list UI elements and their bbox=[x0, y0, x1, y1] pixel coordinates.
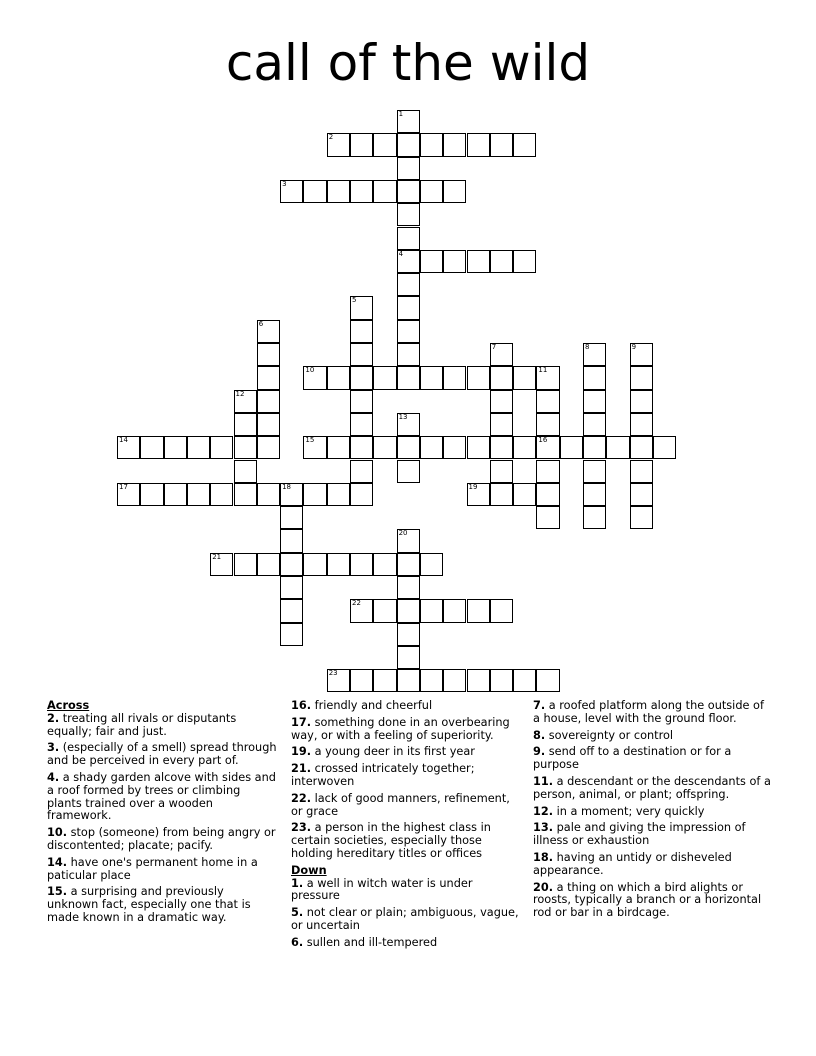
grid-cell[interactable] bbox=[350, 460, 373, 483]
clue-number: 9 bbox=[631, 343, 637, 351]
grid-cell[interactable] bbox=[490, 483, 513, 506]
grid-cell[interactable] bbox=[373, 436, 396, 459]
grid-cell[interactable] bbox=[443, 366, 466, 389]
grid-cell[interactable] bbox=[583, 413, 606, 436]
clue-num: 23. bbox=[291, 821, 312, 835]
clue-number: 14 bbox=[119, 436, 128, 445]
grid-cell[interactable] bbox=[397, 599, 420, 622]
grid-cell[interactable] bbox=[303, 553, 326, 576]
clue-number: 6 bbox=[258, 319, 264, 328]
grid-cell[interactable] bbox=[653, 436, 676, 459]
grid-cell[interactable] bbox=[327, 553, 350, 576]
grid-cell[interactable] bbox=[630, 390, 653, 413]
clue-num: 19. bbox=[291, 745, 312, 759]
clue-num: 9. bbox=[533, 745, 546, 759]
grid-cell[interactable] bbox=[443, 436, 466, 459]
clue-number: 3 bbox=[282, 179, 287, 188]
clue bbox=[533, 852, 773, 878]
grid-cell[interactable] bbox=[373, 669, 396, 692]
grid-cell[interactable] bbox=[280, 599, 303, 622]
grid-cell[interactable] bbox=[536, 483, 559, 506]
grid-cell[interactable] bbox=[536, 390, 559, 413]
grid-cell[interactable] bbox=[513, 483, 536, 506]
clue-text: a surprising and previously unknown fact, especially one that is made known in a dramatic way. bbox=[47, 885, 251, 924]
clue-text: a thing on which a bird alights or roosts, typically a branch or a horizontal rod or bar in a birdcage. bbox=[533, 880, 762, 920]
grid-cell[interactable] bbox=[350, 413, 373, 436]
clue-num: 1. bbox=[291, 876, 304, 890]
grid-cell[interactable] bbox=[490, 460, 513, 483]
clue-text: a descendant or the descendants of a person, animal, or plant; offspring. bbox=[533, 774, 771, 801]
grid-cell[interactable] bbox=[350, 296, 373, 319]
clue-number: 17 bbox=[119, 482, 128, 491]
clue-column-2 bbox=[291, 700, 521, 954]
grid-cell[interactable] bbox=[350, 436, 373, 459]
clue-num: 18. bbox=[533, 850, 554, 864]
clue bbox=[291, 878, 521, 904]
grid-cell[interactable] bbox=[536, 460, 559, 483]
grid-cell[interactable] bbox=[490, 133, 513, 156]
clue-num: 17. bbox=[291, 715, 312, 729]
grid-cell[interactable] bbox=[490, 669, 513, 692]
grid-cell[interactable] bbox=[350, 669, 373, 692]
grid-cell[interactable] bbox=[490, 390, 513, 413]
grid-cell[interactable] bbox=[164, 483, 187, 506]
grid-cell[interactable] bbox=[350, 553, 373, 576]
clue bbox=[533, 822, 773, 848]
clue-number: 19 bbox=[468, 482, 478, 491]
grid-cell[interactable] bbox=[350, 483, 373, 506]
clue-text: sullen and ill-tempered bbox=[306, 935, 438, 949]
grid-cell[interactable] bbox=[397, 576, 420, 599]
grid-cell[interactable] bbox=[630, 413, 653, 436]
clue-text: pale and giving the impression of illness or exhaustion bbox=[533, 821, 746, 848]
clue-num: 3. bbox=[47, 741, 60, 755]
clue-column-1 bbox=[47, 700, 277, 929]
clue-number: 2 bbox=[328, 133, 334, 142]
grid-cell[interactable] bbox=[397, 646, 420, 669]
across-heading: Across bbox=[47, 699, 90, 712]
grid-cell[interactable] bbox=[327, 133, 350, 156]
grid-cell[interactable] bbox=[397, 529, 420, 552]
clue-number: 11 bbox=[538, 366, 548, 375]
clue-number: 7 bbox=[491, 343, 497, 351]
grid-cell[interactable] bbox=[420, 366, 443, 389]
grid-cell[interactable] bbox=[397, 669, 420, 692]
grid-cell[interactable] bbox=[467, 250, 490, 273]
clue-text: friendly and cheerful bbox=[314, 699, 433, 712]
clue-number: 16 bbox=[538, 436, 548, 445]
grid-cell[interactable] bbox=[420, 436, 443, 459]
grid-cell[interactable] bbox=[443, 669, 466, 692]
grid-cell[interactable] bbox=[234, 436, 257, 459]
grid-cell[interactable] bbox=[397, 250, 420, 273]
grid-cell[interactable] bbox=[280, 576, 303, 599]
grid-cell[interactable] bbox=[327, 669, 350, 692]
grid-cell[interactable] bbox=[560, 436, 583, 459]
clue-number: 5 bbox=[352, 296, 357, 305]
grid-cell[interactable] bbox=[397, 366, 420, 389]
grid-cell[interactable] bbox=[397, 553, 420, 576]
clue-text: stop (someone) from being angry or discontented; placate; pacify. bbox=[47, 826, 276, 852]
grid-cell[interactable] bbox=[257, 366, 280, 389]
grid-cell[interactable] bbox=[280, 506, 303, 529]
grid-cell[interactable] bbox=[467, 366, 490, 389]
grid-cell[interactable] bbox=[373, 553, 396, 576]
grid-cell[interactable] bbox=[257, 553, 280, 576]
clue-num: 14. bbox=[47, 855, 68, 869]
grid-cell[interactable] bbox=[373, 366, 396, 389]
grid-cell[interactable] bbox=[513, 133, 536, 156]
clue-num: 6. bbox=[291, 935, 304, 949]
clue-num: 7. bbox=[533, 699, 546, 712]
grid-cell[interactable] bbox=[536, 506, 559, 529]
grid-cell[interactable] bbox=[513, 250, 536, 273]
grid-cell[interactable] bbox=[303, 483, 326, 506]
grid-cell[interactable] bbox=[234, 390, 257, 413]
grid-cell[interactable] bbox=[583, 460, 606, 483]
grid-cell[interactable] bbox=[350, 599, 373, 622]
clue-num: 21. bbox=[291, 762, 312, 776]
grid-cell[interactable] bbox=[280, 529, 303, 552]
clue-num: 5. bbox=[291, 906, 304, 920]
grid-cell[interactable] bbox=[210, 553, 233, 576]
clue-num: 13. bbox=[533, 821, 554, 835]
grid-cell[interactable] bbox=[397, 413, 420, 436]
clue-number: 10 bbox=[305, 366, 315, 375]
grid-cell[interactable] bbox=[234, 483, 257, 506]
grid-cell[interactable] bbox=[420, 553, 443, 576]
clue-num: 4. bbox=[47, 770, 60, 784]
grid-cell[interactable] bbox=[630, 366, 653, 389]
clue-number: 20 bbox=[398, 529, 408, 538]
grid-cell[interactable] bbox=[257, 413, 280, 436]
grid-cell[interactable] bbox=[536, 436, 559, 459]
clue bbox=[47, 886, 277, 924]
clue bbox=[47, 772, 277, 823]
grid-cell[interactable] bbox=[583, 366, 606, 389]
grid-cell[interactable] bbox=[583, 436, 606, 459]
clue-number: 21 bbox=[212, 552, 222, 561]
grid-cell[interactable] bbox=[513, 436, 536, 459]
clue bbox=[291, 700, 521, 713]
grid-cell[interactable] bbox=[234, 553, 257, 576]
clue bbox=[533, 882, 773, 920]
clue-number: 15 bbox=[305, 436, 315, 445]
grid-cell[interactable] bbox=[187, 483, 210, 506]
grid-cell[interactable] bbox=[397, 460, 420, 483]
grid-cell[interactable] bbox=[350, 390, 373, 413]
grid-cell[interactable] bbox=[303, 436, 326, 459]
clue bbox=[291, 746, 521, 759]
clue-text: a roofed platform along the outside of a house, level with the ground floor. bbox=[533, 699, 764, 725]
grid-cell[interactable] bbox=[583, 483, 606, 506]
grid-cell[interactable] bbox=[397, 623, 420, 646]
grid-cell[interactable] bbox=[210, 483, 233, 506]
clue-num: 12. bbox=[533, 804, 554, 818]
clue-text: having an untidy or disheveled appearance. bbox=[533, 850, 732, 877]
clue-num: 15. bbox=[47, 885, 68, 899]
grid-cell[interactable] bbox=[536, 669, 559, 692]
grid-cell[interactable] bbox=[630, 343, 653, 366]
clue bbox=[533, 700, 773, 726]
clue-num: 8. bbox=[533, 728, 546, 742]
clue-text: (especially of a smell) spread through and be perceived in every part of. bbox=[47, 741, 277, 768]
grid-cell[interactable] bbox=[397, 296, 420, 319]
clue-text: in a moment; very quickly bbox=[556, 804, 705, 818]
grid-cell[interactable] bbox=[350, 180, 373, 203]
clue-text: crossed intricately together; interwoven bbox=[291, 762, 475, 788]
grid-cell[interactable] bbox=[490, 436, 513, 459]
grid-cell[interactable] bbox=[373, 133, 396, 156]
clue-text: a person in the highest class in certain societies, especially those holding hereditary titles or offices bbox=[291, 821, 491, 860]
grid-cell[interactable] bbox=[397, 436, 420, 459]
grid-cell[interactable] bbox=[117, 483, 140, 506]
clue-num: 20. bbox=[533, 880, 554, 894]
grid-cell[interactable] bbox=[467, 133, 490, 156]
grid-cell[interactable] bbox=[467, 483, 490, 506]
clue bbox=[291, 793, 521, 819]
grid-cell[interactable] bbox=[490, 366, 513, 389]
clue-text: have one's permanent home in a paticular place bbox=[47, 855, 258, 882]
grid-cell[interactable] bbox=[583, 390, 606, 413]
grid-cell[interactable] bbox=[513, 669, 536, 692]
grid-cell[interactable] bbox=[257, 343, 280, 366]
grid-cell[interactable] bbox=[630, 460, 653, 483]
grid-cell[interactable] bbox=[140, 483, 163, 506]
grid-cell[interactable] bbox=[397, 110, 420, 133]
clue-number: 1 bbox=[398, 110, 404, 118]
grid-cell[interactable] bbox=[327, 180, 350, 203]
grid-cell[interactable] bbox=[420, 180, 443, 203]
grid-cell[interactable] bbox=[397, 180, 420, 203]
grid-cell[interactable] bbox=[164, 436, 187, 459]
grid-cell[interactable] bbox=[420, 669, 443, 692]
grid-cell[interactable] bbox=[443, 599, 466, 622]
grid-cell[interactable] bbox=[630, 436, 653, 459]
clue bbox=[47, 827, 277, 853]
clue-number: 18 bbox=[282, 482, 292, 491]
grid-cell[interactable] bbox=[420, 133, 443, 156]
grid-cell[interactable] bbox=[280, 553, 303, 576]
clue-num: 10. bbox=[47, 826, 68, 840]
clue-number: 23 bbox=[328, 669, 338, 678]
grid-cell[interactable] bbox=[513, 366, 536, 389]
clue bbox=[47, 857, 277, 883]
clue-text: lack of good manners, refinement, or grace bbox=[291, 791, 510, 818]
grid-cell[interactable] bbox=[467, 669, 490, 692]
clue-text: send off to a destination or for a purpose bbox=[533, 745, 732, 772]
grid-cell[interactable] bbox=[420, 250, 443, 273]
clue-num: 16. bbox=[291, 699, 312, 712]
grid-cell[interactable] bbox=[467, 436, 490, 459]
clue-number: 12 bbox=[235, 389, 245, 398]
clue-column-3 bbox=[533, 700, 773, 924]
grid-cell[interactable] bbox=[280, 483, 303, 506]
clue-text: a young deer in its first year bbox=[314, 745, 475, 759]
clue-num: 2. bbox=[47, 711, 60, 725]
grid-cell[interactable] bbox=[350, 366, 373, 389]
grid-cell[interactable] bbox=[140, 436, 163, 459]
grid-cell[interactable] bbox=[257, 436, 280, 459]
grid-cell[interactable] bbox=[630, 483, 653, 506]
grid-cell[interactable] bbox=[280, 623, 303, 646]
grid-cell[interactable] bbox=[257, 320, 280, 343]
clue bbox=[291, 822, 521, 860]
grid-cell[interactable] bbox=[327, 366, 350, 389]
grid-cell[interactable] bbox=[536, 413, 559, 436]
clue-num: 22. bbox=[291, 791, 312, 805]
grid-cell[interactable] bbox=[187, 436, 210, 459]
clue bbox=[291, 907, 521, 933]
grid-cell[interactable] bbox=[280, 180, 303, 203]
grid-cell[interactable] bbox=[350, 133, 373, 156]
grid-cell[interactable] bbox=[490, 250, 513, 273]
clue-text: not clear or plain; ambiguous, vague, or uncertain bbox=[291, 906, 519, 932]
grid-cell[interactable] bbox=[443, 133, 466, 156]
clue bbox=[47, 713, 277, 739]
grid-cell[interactable] bbox=[490, 343, 513, 366]
grid-cell[interactable] bbox=[467, 599, 490, 622]
grid-cell[interactable] bbox=[443, 180, 466, 203]
clue-num: 11. bbox=[533, 774, 554, 788]
grid-cell[interactable] bbox=[443, 250, 466, 273]
grid-cell[interactable] bbox=[117, 436, 140, 459]
clue-text: treating all rivals or disputants equally; fair and just. bbox=[47, 711, 237, 738]
grid-cell[interactable] bbox=[350, 320, 373, 343]
clue bbox=[291, 717, 521, 743]
grid-cell[interactable] bbox=[257, 483, 280, 506]
grid-cell[interactable] bbox=[327, 483, 350, 506]
grid-cell[interactable] bbox=[397, 157, 420, 180]
grid-cell[interactable] bbox=[350, 343, 373, 366]
clue-number: 8 bbox=[585, 343, 590, 351]
grid-cell[interactable] bbox=[373, 180, 396, 203]
grid-cell[interactable] bbox=[257, 390, 280, 413]
grid-cell[interactable] bbox=[303, 180, 326, 203]
clue-text: something done in an overbearing way, or with a feeling of superiority. bbox=[291, 715, 510, 742]
grid-cell[interactable] bbox=[397, 273, 420, 296]
clue bbox=[533, 806, 773, 819]
grid-cell[interactable] bbox=[490, 599, 513, 622]
grid-cell[interactable] bbox=[420, 599, 443, 622]
grid-cell[interactable] bbox=[630, 506, 653, 529]
grid-cell[interactable] bbox=[397, 203, 420, 226]
grid-cell[interactable] bbox=[210, 436, 233, 459]
grid-cell[interactable] bbox=[234, 413, 257, 436]
grid-cell[interactable] bbox=[397, 320, 420, 343]
grid-cell[interactable] bbox=[583, 343, 606, 366]
clue bbox=[533, 730, 773, 743]
down-heading: Down bbox=[291, 863, 327, 877]
grid-cell[interactable] bbox=[583, 506, 606, 529]
clue bbox=[291, 763, 521, 789]
clue-text: a shady garden alcove with sides and a roof formed by trees or climbing plants trained over a wooden framework. bbox=[47, 770, 276, 823]
clue-text: a well in witch water is under pressure bbox=[291, 876, 473, 903]
clue bbox=[533, 776, 773, 802]
clue-text: sovereignty or control bbox=[548, 728, 674, 742]
clue bbox=[47, 742, 277, 768]
grid-cell[interactable] bbox=[397, 343, 420, 366]
clue bbox=[291, 937, 521, 950]
puzzle-title: call of the wild bbox=[225, 34, 591, 92]
clue-number: 13 bbox=[398, 412, 408, 421]
grid-cell[interactable] bbox=[490, 413, 513, 436]
grid-cell[interactable] bbox=[397, 133, 420, 156]
grid-cell[interactable] bbox=[373, 599, 396, 622]
clue-number: 4 bbox=[398, 249, 404, 258]
grid-cell[interactable] bbox=[327, 436, 350, 459]
grid-cell[interactable] bbox=[606, 436, 629, 459]
clue bbox=[533, 746, 773, 772]
grid-cell[interactable] bbox=[234, 460, 257, 483]
clue-number: 22 bbox=[352, 599, 361, 608]
grid-cell[interactable] bbox=[397, 227, 420, 250]
grid-cell[interactable] bbox=[536, 366, 559, 389]
grid-cell[interactable] bbox=[303, 366, 326, 389]
